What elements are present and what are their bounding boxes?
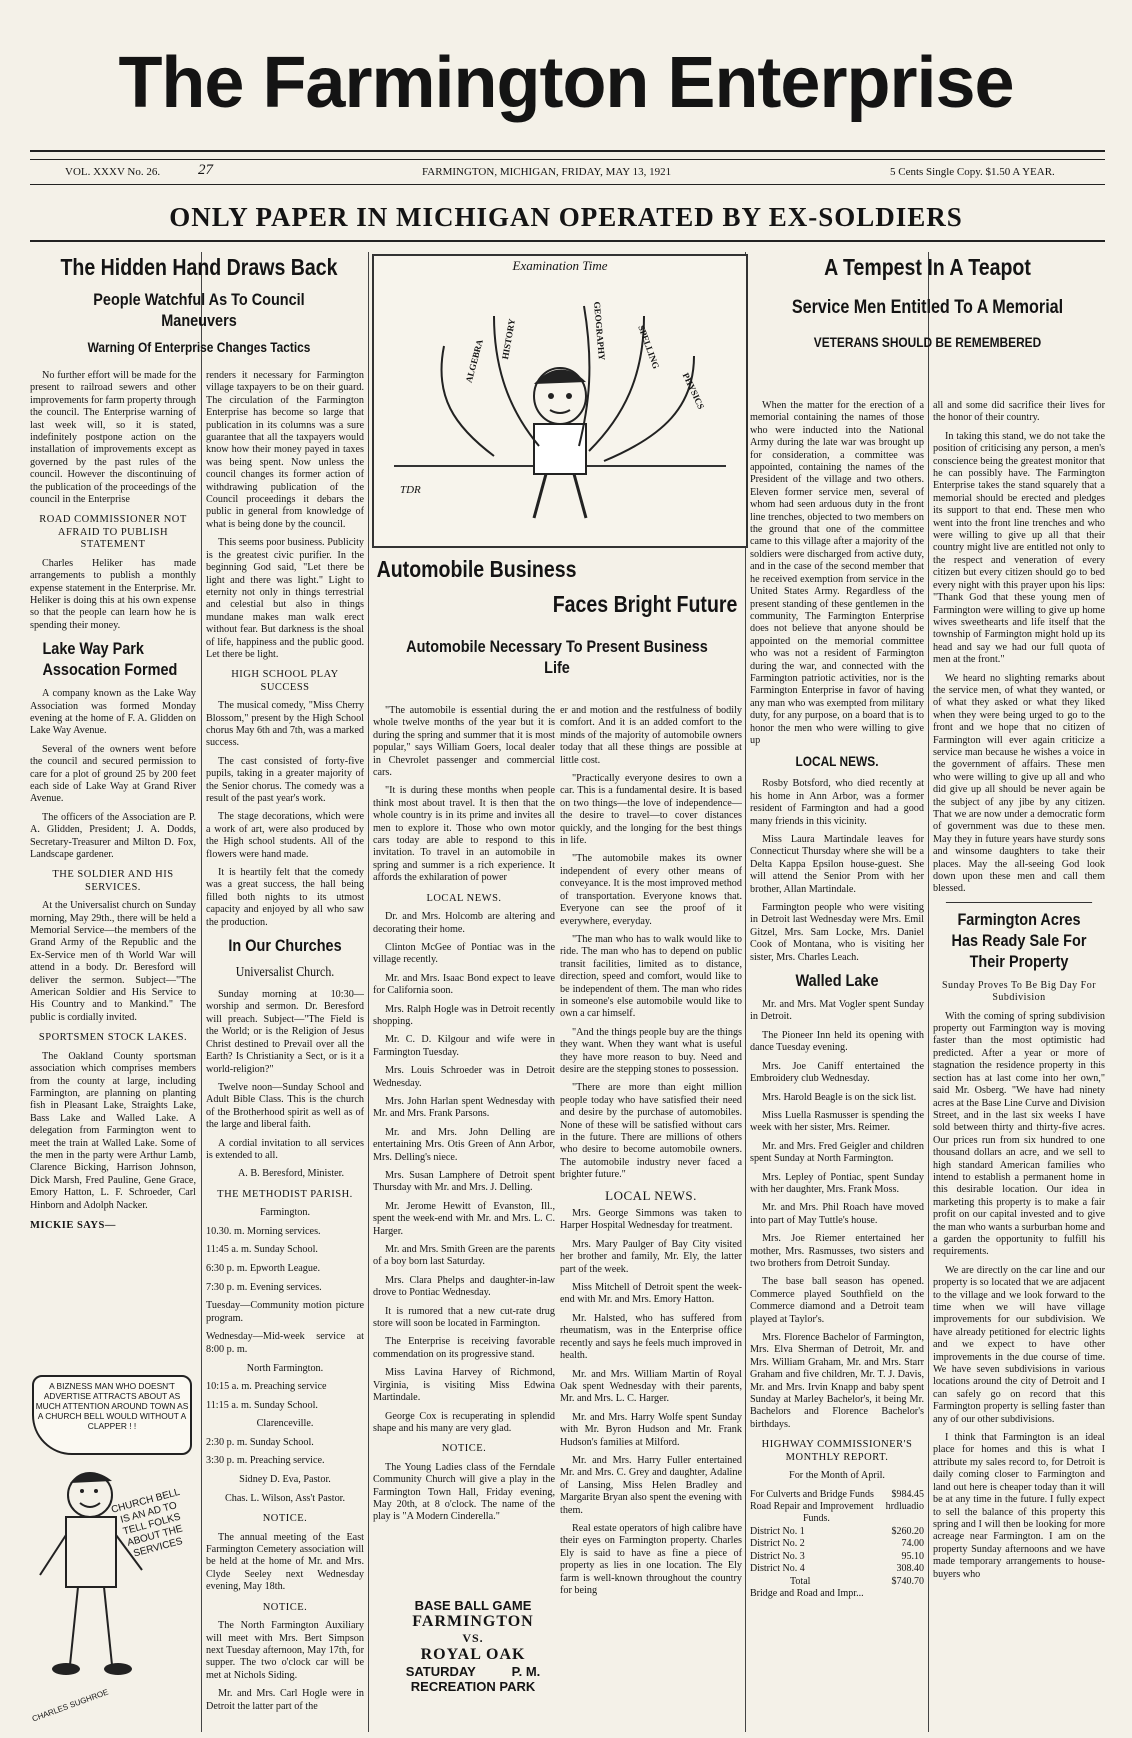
column-3 bbox=[373, 705, 555, 1595]
local-news-2-item: Mrs. Mary Paulger of Bay City visited her brother and family, Mr. Ely, the latter part of the week. bbox=[560, 1238, 742, 1275]
hidden-hand-deck: Warning Of Enterprise Changes Tactics bbox=[87, 339, 311, 355]
mickie-says-cartoon bbox=[30, 1375, 198, 1725]
soldier-text: At the Universalist church on Sunday morning, May 29th., there will be held a Memorial Service—the members of the Grand Army of the Republic and the Ex-Service men of th World War will attend in a body. Dr. Beresford will deliver the sermon. Subject—"The American Soldier and His Service to His Country and to Mankind." The public is cordially invited. bbox=[30, 900, 196, 1023]
automobile-text-2: "It is during these months when people think most about travel. It is then that the whole country is in its prime and invites all men to explore it. Those who own motor cars today are able to respond to this invitation. To travel in an automobile in spring and summer is a rich experience. It affords the exhilaration of power bbox=[373, 785, 555, 884]
column-2 bbox=[206, 370, 364, 1720]
fin-label: District No. 4 bbox=[750, 1563, 805, 1575]
mickie-speech-bubble: A BIZNESS MAN WHO DOESN'T ADVERTISE ATTRACTS ABOUT AS MUCH ATTENTION AROUND TOWN AS A CHURCH BELL WOULD WITHOUT A CLAPPER ! ! bbox=[32, 1375, 192, 1455]
fin-label: District No. 3 bbox=[750, 1550, 805, 1562]
lakeway-text-1: A company known as the Lake Way Association was formed Monday evening at the home of F. A. Glidden on Lake Way Avenue. bbox=[30, 688, 196, 737]
fin-total-label: Total bbox=[790, 1575, 811, 1587]
walled-lake-item: Mrs. Joe Riemer entertained her mother, Mrs. Rasmusses, two sisters and two brothers from Detroit Sunday. bbox=[750, 1233, 924, 1269]
tempest-text-2: all and some did sacrifice their lives for the honor of their country. bbox=[933, 400, 1105, 424]
local-news-2-item: Miss Mitchell of Detroit spent the week-end with Mr. and Mrs. Emory Hatton. bbox=[560, 1282, 742, 1306]
cartoon-title: Examination Time bbox=[512, 258, 608, 273]
automobile-text-7: "And the things people buy are the things they want. When they want what is useful they have more reason to buy. Need and desire are the stepping stones to possession. bbox=[560, 1026, 742, 1075]
local-news-1-item: Mrs. Louis Schroeder was in Detroit Wednesday. bbox=[373, 1065, 555, 1089]
walled-lake-item: Mrs. Florence Bachelor of Farmington, Mrs. Elva Sherman of Detroit, Mr. and Mrs. William Graham, Mr. and Mrs. Starr Graham and five children, Mr. T. J. Davis, Mr. and Mrs. Irvin Knapp and baby spent Sunday at Marley Bachelor's, it being Mr. Bachelors and Florence Bachelor's birthdays. bbox=[750, 1332, 924, 1430]
tempest-deck: VETERANS SHOULD BE REMEMBERED bbox=[813, 334, 1042, 350]
play-text-4: It is heartily felt that the comedy was a great success, the hall being filled both nights to its utmost capacity and enjoyed by all who saw the production. bbox=[206, 867, 364, 928]
fin-label: For Culverts and Bridge Funds bbox=[750, 1488, 874, 1500]
local-news-1-item: Miss Lavina Harvey of Richmond, Virginia, is visiting Miss Edwina Martindale. bbox=[373, 1367, 555, 1404]
acres-text-1: With the coming of spring subdivision property out Farmington way is moving faster than the most optimistic had predicted. After a year or more of stagnation the residence property in this section has at last come into her own," said Mr. Osberg. "We have had ninety acres at the Base Line Curve and Division Street, and in the last six weeks I have sold between thirty and thirty-five acres. Our prices run from six hundred to one thousand dollars an acre, and we sell to high standard American families who intend to establish a permanent home in this desirable location. Our idea in marketing this property is to make a fair profit on our capital invested and to give the man who wants a surburban home and a garden the opportunity to fulfill his requirements. bbox=[933, 1010, 1105, 1258]
commissioner-text: Charles Heliker has made arrangements to publish a monthly expense statement in the Enterprise. Mr. Heliker is doing this at his own expense so that the people can learn how he is spending their money. bbox=[30, 557, 196, 631]
local-news-1-item: Clinton McGee of Pontiac was in the village recently. bbox=[373, 941, 555, 966]
play-text-3: The stage decorations, which were a work of art, were also produced by the High school students. All of the flowers were hand made. bbox=[206, 811, 364, 860]
notice-1-text: The annual meeting of the East Farmington Cemetery association will be held at the home of Mr. and Mrs. Clyde Seeley next Wednesday evening, May 18th. bbox=[206, 1531, 364, 1593]
north-farmington-subhead: North Farmington. bbox=[246, 1362, 324, 1374]
methodist-line-4: 7:30 p. m. Evening services. bbox=[206, 1281, 322, 1293]
table-row bbox=[750, 1588, 924, 1600]
lakeway-text-2: Several of the owners went before the council and secured permission to care for a plot of ground 25 by 200 feet each side of Lake Way at Grand River Avenue. bbox=[30, 743, 196, 805]
fin-label: District No. 1 bbox=[750, 1525, 805, 1537]
fin-label: District No. 2 bbox=[750, 1538, 805, 1550]
student-cartoon-icon bbox=[374, 256, 746, 546]
baseball-line-6: RECREATION PARK bbox=[410, 1679, 536, 1694]
hogle-line: Mr. and Mrs. Carl Hogle were in Detroit the latter part of the bbox=[206, 1688, 364, 1712]
local-news-3-item: Rosby Botsford, who died recently at his home in Ann Arbor, was a former resident of Farmington and had a good many friends in this vicinity. bbox=[750, 778, 924, 827]
walled-lake-item: Mrs. Joe Caniff entertained the Embroidery club Wednesday. bbox=[750, 1060, 924, 1085]
automobile-header bbox=[372, 552, 742, 697]
automobile-text-4: "Practically everyone desires to own a car. This is a fundamental desire. It is based on two things—the love of independence—the desire to travel—to cover distances quickly, and the longing for the best things in life. bbox=[560, 773, 742, 847]
ferndale-notice-text: The Young Ladies class of the Ferndale Community Church will give a play in the Farmington Town Hall, Friday evening, May 20th, at 8 o'clock. The name of the play is "A Modern Cinderella." bbox=[373, 1461, 555, 1523]
column-rule-4 bbox=[928, 252, 929, 1732]
local-news-1-item: George Cox is recuperating in splendid shape and his many are very glad. bbox=[373, 1410, 555, 1434]
local-news-1-item: Mr. and Mrs. John Delling are entertaining Mrs. Otis Green of Ann Arbor, Mrs. Delling's niece. bbox=[373, 1126, 555, 1163]
walled-lake-item: The base ball season has opened. Commerce played Southfield on the Commerce diamond and a Detroit team played at Taylor's. bbox=[750, 1276, 924, 1325]
masthead-rule-top-thin bbox=[30, 159, 1105, 160]
table-row bbox=[750, 1526, 924, 1538]
column-rule-1 bbox=[201, 252, 202, 1732]
acres-subhead: Sunday Proves To Be Big Day For Subdivision bbox=[941, 979, 1097, 1004]
walled-lake-item: Miss Luella Rasmusser is spending the week with her sister, Mrs. Reimer. bbox=[750, 1109, 924, 1134]
automobile-headline-2: Faces Bright Future bbox=[552, 591, 738, 617]
handwritten-issue-mark: 27 bbox=[198, 162, 213, 178]
local-news-1-item: Mr. Jerome Hewitt of Evanston, Ill., spent the week-end with Mr. and Mrs. L. C. Harger. bbox=[373, 1200, 555, 1237]
baseball-line-4: ROYAL OAK bbox=[420, 1646, 526, 1663]
hidden-hand-header bbox=[30, 250, 368, 362]
lakeway-headline: Lake Way Park Assocation Formed bbox=[42, 639, 178, 680]
volume-number: VOL. XXXV No. 26. bbox=[65, 166, 161, 178]
masthead-title: The Farmington Enterprise bbox=[118, 43, 1014, 123]
cartoon-label-geography: GEOGRAPHY bbox=[591, 301, 608, 361]
walled-lake-item: Mrs. Lepley of Pontiac, spent Sunday with her daughter, Mrs. Frank Moss. bbox=[750, 1171, 924, 1195]
walled-lake-item: The Pioneer Inn held its opening with dance Tuesday evening. bbox=[750, 1029, 924, 1054]
automobile-text-6: "The man who has to walk would like to ride. The man who has to depend on public transit facilities, limited as to distance, direction, speed and comfort, would like to be independent of them. The man who rides in someone's else automobile would like to own a car himself. bbox=[560, 933, 742, 1020]
cartoon-label-history: HISTORY bbox=[500, 317, 518, 361]
highway-report-month: For the Month of April. bbox=[789, 1470, 885, 1482]
methodist-line-6: Wednesday—Mid-week service at 8:00 p. m. bbox=[206, 1331, 364, 1355]
local-news-2-item: Mr. and Mrs. William Martin of Royal Oak spent Wednesday with their parents, Mr. and Mrs. L. C. Harger. bbox=[560, 1368, 742, 1405]
north-line-1: 10:15 a. m. Preaching service bbox=[206, 1381, 327, 1393]
mickie-headline: MICKIE SAYS— bbox=[30, 1219, 116, 1231]
baseball-game-ad bbox=[378, 1598, 568, 1694]
walled-lake-item: Mrs. Harold Beagle is on the sick list. bbox=[762, 1091, 917, 1103]
local-news-3-item: Farmington people who were visiting in Detroit last Wednesday were Mrs. Emil Gitzel, Mrs. Sam Locke, Mrs. Daniel Cook of Montana, who is visiting her sister, Mrs. Charles Leach. bbox=[750, 902, 924, 963]
local-news-3-headline: LOCAL NEWS. bbox=[795, 753, 879, 770]
walled-lake-item: Mr. and Mrs. Fred Geigler and children spent Sunday at North Farmington. bbox=[750, 1140, 924, 1165]
fin-label: Funds. bbox=[802, 1513, 830, 1525]
notice-2-text: The North Farmington Auxiliary will meet with Mrs. Bert Simpson next Tuesday afternoon, May 17th, for supper. The two o'clock car will be met at Nichols Siding. bbox=[206, 1620, 364, 1681]
local-news-2-item: Mr. Halsted, who has suffered from rheumatism, was in the Enterprise office recently and says he feels much improved in health. bbox=[560, 1312, 742, 1362]
ferndale-notice-headline: NOTICE. bbox=[441, 1443, 487, 1455]
acres-text-3: I think that Farmington is an ideal place for homes and this is what I attribute my sales record to, for Detroit is daily coming closer to Farmington and land out here is cheaper today than it will be at any time in the future. I fully expect to sell the balance of this property this spring and I will then be looking for more acreage near Farmington. I am on the property Sunday afternoons and we have made temporary arrangements to house-buyers who bbox=[933, 1432, 1105, 1580]
play-headline: HIGH SCHOOL PLAY SUCCESS bbox=[231, 669, 339, 693]
fin-value: $260.20 bbox=[891, 1525, 924, 1537]
hidden-hand-light: This seems poor business. Publicity is the greatest civic purifier. In the beginning God said, "Let there be light and there was light." Light to eternity not only in things terrestrial and celestial but also in things mundane makes man walk erect without fear. But darkness is the shoal of life, happiness and the public good. Let there be light. bbox=[206, 537, 364, 660]
hidden-hand-text: No further effort will be made for the present to railroad sewers and other improvements for farm property through the council. The Enterprise warning of last week will, so it is stated, indefinitely postpone action on the installation of improvements except as governed by the past rules of the council. However the discontinuing of the publication of the proceedings of the council in the Enterprise bbox=[30, 370, 196, 506]
automobile-text-5: "The automobile makes its owner independent of every other means of conveyance. It is the most improved method of transportation. Everyone knows that. Everyone can see the proof of it everywhere, everyday. bbox=[560, 853, 742, 927]
automobile-subhead: Automobile Necessary To Present Business Life bbox=[406, 637, 708, 677]
local-news-3-item: Miss Laura Martindale leaves for Connecticut Thursday where she will be a Delta Kappa Epsilon house-guest. She will attend the Senior Prom with her brother, Allan Martindale. bbox=[750, 834, 924, 895]
local-news-1-headline: LOCAL NEWS. bbox=[426, 892, 502, 904]
hidden-hand-continued: renders it necessary for Farmington village taxpayers to be on their guard. The circulation of the Farmington Enterprise has become so large that publication in its columns was a sure guarantee that all the taxpayers would know how their money payed in taxes was being spent. Now unless the council changes its former action of withdrawing publication of the Council proceedings it debars the public in general from knowledge of what is being done by the council. bbox=[206, 370, 364, 530]
cartoon-label-physics: PHYSICS bbox=[680, 371, 707, 411]
table-row bbox=[750, 1501, 924, 1513]
automobile-headline-1: Automobile Business bbox=[376, 556, 577, 582]
tempest-header bbox=[750, 250, 1105, 390]
clarence-line-2: 3:30 p. m. Preaching service. bbox=[206, 1455, 325, 1467]
tempest-headline: A Tempest In A Teapot bbox=[824, 254, 1031, 280]
local-news-1-item: Mrs. John Harlan spent Wednesday with Mr. and Mrs. Frank Parsons. bbox=[373, 1095, 555, 1120]
fin-empty bbox=[883, 1513, 924, 1525]
notice-1-headline: NOTICE. bbox=[262, 1513, 308, 1525]
methodist-line-2: 11:45 a. m. Sunday School. bbox=[206, 1244, 318, 1256]
methodist-subhead: Farmington. bbox=[259, 1207, 311, 1219]
local-news-1-item: Mr. and Mrs. Isaac Bond expect to leave for California soon. bbox=[373, 972, 555, 997]
methodist-line-3: 6:30 p. m. Epworth League. bbox=[206, 1262, 321, 1274]
soldier-headline: THE SOLDIER AND HIS SERVICES. bbox=[52, 869, 174, 893]
local-news-2-headline: LOCAL NEWS. bbox=[605, 1187, 697, 1203]
column-4 bbox=[560, 705, 742, 1725]
fin-value: 308.40 bbox=[896, 1563, 924, 1575]
north-line-2: 11:15 a. m. Sunday School. bbox=[206, 1399, 318, 1411]
info-line bbox=[30, 162, 1105, 182]
walled-lake-item: Mr. and Mrs. Phil Roach have moved into part of May Tuttle's house. bbox=[750, 1202, 924, 1226]
masthead-rule-top bbox=[30, 150, 1105, 152]
tempest-text-3: In taking this stand, we do not take the position of criticising any person, a men's conscience being the greatest monitor that he can possibly have. The Farmington Enterprise takes the stand squarely that a memorial should be erected and pledges its support to that end. These men who went into the front line trenches and who were willing to give up all that their country might live are entitled not only to the respect and veneration of every citizen but every citizen should go to bed every night with this prayer upon his lips: "Thank God that these young men of Farmington were willing to give up home wives sweethearts and life itself that the township of Farmington might hold up its head and say we had our full quota of men at the front." bbox=[933, 430, 1105, 666]
banner: ONLY PAPER IN MICHIGAN OPERATED BY EX-SOLDIERS bbox=[169, 202, 963, 232]
walled-lake-item: Mr. and Mrs. Mat Vogler spent Sunday in Detroit. bbox=[750, 999, 924, 1023]
local-news-1-item: The Enterprise is receiving favorable commendation on its progressive stand. bbox=[373, 1336, 555, 1360]
baseball-line-5: SATURDAY P. M. bbox=[405, 1664, 541, 1679]
acres-headline: Farmington Acres Has Ready Sale For Their Property bbox=[946, 902, 1092, 972]
lakeway-text-3: The officers of the Association are P. A. Glidden, President; J. A. Dodds, Secretary-Treasurer and Milton D. Fox, Landscape gardener. bbox=[30, 811, 196, 860]
sportsmen-headline: SPORTSMEN STOCK LAKES. bbox=[38, 1032, 188, 1044]
table-row bbox=[750, 1489, 924, 1501]
local-news-1-item: Mr. C. D. Kilgour and wife were in Farmington Tuesday. bbox=[373, 1034, 555, 1058]
column-5 bbox=[750, 400, 924, 1725]
sportsmen-text: The Oakland County sportsman association which comprises members from the county at large, including Farmington, are planning on planting fish in Pleasant Lake, Straights Lake, Bass Lake and Walled Lake. A delegation from Farmington went to meet the train at Walled Lake. Some of the men in the party were Arthur Lamb, Clarence Bicking, Harrison Johnson, Dick Marsh, Fred Pauline, Gene Grace, Emory Hatton, L. F. Schroeder, Carl Hinborn and Adolph Nacker. bbox=[30, 1050, 196, 1211]
banner-rule-bottom bbox=[30, 240, 1105, 242]
universalist-text-1: Sunday morning at 10:30—worship and sermon. Dr. Beresford will preach. Subject—"The Field is the World; or is the Religion of Jesus Christ destined to Prevail over all the Earth? Is Christianity a Sect, or is it a world-religion?" bbox=[206, 989, 364, 1075]
tempest-text-4: We heard no slighting remarks about the service men, of what they wanted, or of what they asked or what they liked when they were being urged to go to the front and we hope that no citizen of Farmington will ever again criticize a service man because he wishes a voice in the government of affairs. These men who were willing to give up all and who did give up all should be never again be the subject of any jibe by any citizen. That we are now under a democratic form of government was due to these men. May they in future years have sturdy sons and winsome daughters to take their places. May the all-seeing God look down upon these men and call them blessed. bbox=[933, 672, 1105, 895]
fin-value: 74.00 bbox=[901, 1538, 924, 1550]
universalist-text-3: A cordial invitation to all services is extended to all. bbox=[206, 1137, 364, 1161]
methodist-line-5: Tuesday—Community motion picture program. bbox=[206, 1300, 364, 1324]
clarence-line-1: 2:30 p. m. Sunday School. bbox=[206, 1436, 314, 1448]
column-1 bbox=[30, 370, 196, 1375]
local-news-2-item: Real estate operators of high calibre have their eyes on Farmington property. Charles Ely is said to have as fine a piece of property as lies in one location. The Ely farm is well-known throughout the country for being bbox=[560, 1522, 742, 1596]
play-text-1: The musical comedy, "Miss Cherry Blossom," present by the High School chorus May 6th and 7th, was a marked success. bbox=[206, 700, 364, 749]
baseball-line-3: VS. bbox=[462, 1631, 484, 1645]
acres-text-2: We are directly on the car line and our property is so located that we are adjacent to the village and we look forward to the time when we will have village improvements for our subdivision. We have already petitioned for electric lights and we expect to have other improvements in the due course of time. We have seven subdivisions in various locations around the city of Detroit and I can safely go on record that this Farmington property is selling faster than any of our other subdivisions. bbox=[933, 1264, 1105, 1425]
local-news-1-item: Mrs. Ralph Hogle was in Detroit recently shopping. bbox=[373, 1003, 555, 1027]
walled-lake-headline: Walled Lake bbox=[795, 971, 879, 991]
examination-time-cartoon bbox=[372, 254, 748, 548]
baseball-line-1: BASE BALL GAME bbox=[414, 1598, 532, 1613]
cartoon-signature: TDR bbox=[400, 484, 421, 496]
highway-report-headline: HIGHWAY COMMISSIONER'S MONTHLY REPORT. bbox=[761, 1439, 913, 1463]
commissioner-headline: ROAD COMMISSIONER NOT AFRAID TO PUBLISH STATEMENT bbox=[39, 514, 187, 551]
local-news-2-item: Mrs. George Simmons was taken to Harper Hospital Wednesday for treatment. bbox=[560, 1208, 742, 1232]
universalist-headline: Universalist Church. bbox=[235, 965, 335, 981]
tempest-text-1: When the matter for the erection of a memorial containing the names of those who were inducted into the National Army during the late war was brought up for consideration, a committee was appointed, containing the names of the President of the village and two others. Eleven former service men, several of whom had seen arduous duty in the front line trenches, objected to two members on the ground that one of the committee came to this village after a majority of the soldiers were discharged from active duty, and in the case of the second member that he received exemption from service in the United States Army. Regardless of the present standing of these gentlemen in the community, The Farmington Enterprise does not believe that anyone should be appointed on the memorial committee who was not a resident of Farmington during the war, and connected with the Farmington patriotic activities, nor is the Farmington Enterprise in favor of having any man who was exempted from military duty, for any purpose, on a board that is to honor the men who were willing to give up bbox=[750, 400, 924, 746]
fin-value: 95.10 bbox=[901, 1550, 924, 1562]
tempest-subhead: Service Men Entitled To A Memorial bbox=[791, 297, 1064, 318]
banner-rule-top bbox=[30, 184, 1105, 185]
local-news-1-item: Mrs. Susan Lamphere of Detroit spent Thursday with Mr. and Mrs. J. Delling. bbox=[373, 1170, 555, 1194]
table-row bbox=[750, 1513, 924, 1525]
price: 5 Cents Single Copy. $1.50 A YEAR. bbox=[890, 166, 1055, 178]
automobile-text-1: "The automobile is essential during the whole twelve months of the year but it is during the spring and summer that it is most popular," says William Goers, local dealer in Chevrolet passenger and commercial cars. bbox=[373, 705, 555, 779]
local-news-1-item: It is rumored that a new cut-rate drug store will soon be located in Farmington. bbox=[373, 1305, 555, 1330]
clarenceville-subhead: Clarenceville. bbox=[256, 1418, 314, 1430]
table-row bbox=[750, 1563, 924, 1575]
column-rule-2 bbox=[368, 252, 369, 1732]
mickie-side-note: CHURCH BELL IS AN AD TO TELL FOLKS ABOUT THE SERVICES bbox=[110, 1486, 184, 1560]
clarence-line-4: Chas. L. Wilson, Ass't Pastor. bbox=[224, 1492, 346, 1504]
methodist-line-1: 10.30. m. Morning services. bbox=[206, 1225, 321, 1237]
highway-report-table bbox=[750, 1489, 924, 1601]
notice-2-headline: NOTICE. bbox=[262, 1601, 308, 1613]
cartoon-artist-signature: CHARLES SUGHROE bbox=[30, 1687, 110, 1724]
local-news-1-item: Mrs. Clara Phelps and daughter-in-law drove to Pontiac Wednesday. bbox=[373, 1274, 555, 1299]
fin-total-value: $740.70 bbox=[891, 1575, 924, 1587]
fin-value: hrdluadio bbox=[885, 1501, 924, 1513]
automobile-text-3: er and motion and the restfulness of bodily comfort. And it is an added comfort to the minds of the majority of automobile owners today that all these things are possible at little cost. bbox=[560, 705, 742, 766]
hidden-hand-subhead: People Watchful As To Council Maneuvers bbox=[93, 290, 305, 330]
fin-label: Road Repair and Improvement bbox=[750, 1501, 874, 1513]
clarence-line-3: Sidney D. Eva, Pastor. bbox=[239, 1474, 331, 1486]
methodist-headline: THE METHODIST PARISH. bbox=[217, 1188, 353, 1200]
table-row bbox=[750, 1538, 924, 1550]
hidden-hand-headline: The Hidden Hand Draws Back bbox=[60, 254, 338, 280]
play-text-2: The cast consisted of forty-five pupils, taking in a greater majority of the Senior chorus. The comedy was a result of the past year's work. bbox=[206, 755, 364, 804]
fin-last-line: Bridge and Road and Impr... bbox=[750, 1587, 864, 1599]
dateline: FARMINGTON, MICHIGAN, FRIDAY, MAY 13, 1921 bbox=[422, 166, 672, 178]
automobile-text-8: "There are more than eight million people today who have satisfied their need and desire by the purchase of automobiles. None of these will be satisfied without cars in the future. There are millions of others who desire to become automobile owners. The automobile industry never faced a brighter future." bbox=[560, 1082, 742, 1181]
table-row bbox=[750, 1551, 924, 1563]
column-6 bbox=[933, 400, 1105, 1725]
cartoon-label-algebra: ALGEBRA bbox=[463, 338, 485, 384]
local-news-1-item: Dr. and Mrs. Holcomb are altering and decorating their home. bbox=[373, 911, 555, 935]
universalist-signature: A. B. Beresford, Minister. bbox=[237, 1168, 345, 1180]
cartoon-label-spelling: SPELLING bbox=[636, 323, 662, 371]
local-news-2-item: Mr. and Mrs. Harry Wolfe spent Sunday with Mr. Byron Hudson and Mr. Frank Hudson's families at Milford. bbox=[560, 1411, 742, 1448]
table-row bbox=[750, 1576, 924, 1588]
local-news-2-item: Mr. and Mrs. Harry Fuller entertained Mr. and Mrs. C. Grey and daughter, Adaline of Lansing, Miss Helen Bradley and Margarite Bryan also spent the evening with them. bbox=[560, 1454, 742, 1516]
local-news-1-item: Mr. and Mrs. Smith Green are the parents of a boy born last Saturday. bbox=[373, 1244, 555, 1268]
universalist-text-2: Twelve noon—Sunday School and Adult Bible Class. This is the church of the Brotherhood spirit as well as of the large and liberal faith. bbox=[206, 1081, 364, 1131]
fin-value: $984.45 bbox=[891, 1488, 924, 1500]
churches-headline: In Our Churches bbox=[228, 936, 342, 956]
baseball-line-2: FARMINGTON bbox=[412, 1613, 534, 1630]
